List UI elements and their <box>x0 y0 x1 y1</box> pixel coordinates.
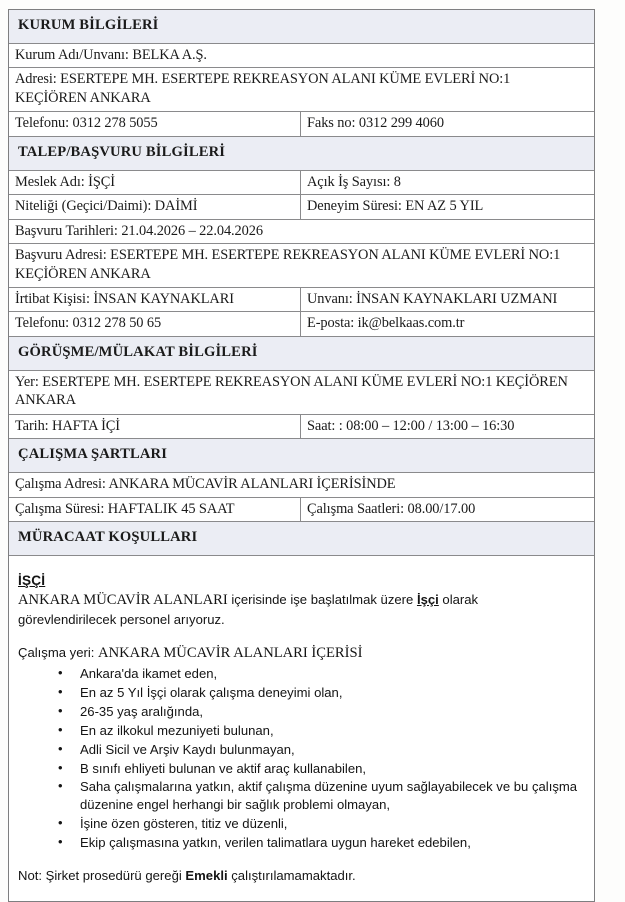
field-meslek-adi: Meslek Adı: İŞÇİ <box>9 171 301 194</box>
field-irtibat-kisisi: İrtibat Kişisi: İNSAN KAYNAKLARI <box>9 288 301 311</box>
field-basvuru-tarihleri: Başvuru Tarihleri: 21.04.2026 – 22.04.2026 <box>15 222 263 239</box>
workplace-line <box>18 644 584 664</box>
section-header-muracaat-kosullari: MÜRACAAT KOŞULLARI <box>9 522 594 556</box>
field-gorusme-saat: Saat: : 08:00 – 12:00 / 13:00 – 16:30 <box>307 417 515 434</box>
job-title-heading: İŞÇİ <box>18 573 46 588</box>
section-header-calisma-sartlari: ÇALIŞMA ŞARTLARI <box>9 439 594 473</box>
note-paragraph <box>18 867 584 885</box>
field-gorusme-yer <box>9 371 594 414</box>
list-item: • İşine özen gösteren, titiz ve düzenli, <box>58 815 584 832</box>
list-item: • Adli Sicil ve Arşiv Kaydı bulunmayan, <box>58 741 584 758</box>
field-kurum-adi: Kurum Adı/Unvanı: BELKA A.Ş. <box>15 47 207 63</box>
list-item: • Ankara'da ikamet eden, <box>58 665 584 682</box>
table-row-meslek-acik-is <box>9 171 594 195</box>
field-adresi-line-2: KEÇİÖREN ANKARA <box>15 89 151 106</box>
field-gorusme-yer-line-1: Yer: ESERTEPE MH. ESERTEPE REKREASYON ALANI KÜME EVLERİ NO:1 KEÇİÖREN <box>15 373 568 390</box>
table-row-adresi <box>9 68 594 112</box>
note-bold-emekli: Emekli <box>185 868 228 884</box>
field-telefonu: Telefonu: 0312 278 5055 <box>9 112 301 135</box>
table-row-basvuru-tarihleri <box>9 220 594 244</box>
field-calisma-adresi: Çalışma Adresi: ANKARA MÜCAVİR ALANLARI İÇERİSİNDE <box>15 476 396 493</box>
table-row-kurum-adi <box>9 44 594 68</box>
intro-text-1: içerisinde işe başlatılmak üzere <box>227 592 417 608</box>
note-prefix: Not: Şirket prosedürü gereği <box>18 868 186 884</box>
field-unvani: Unvanı: İNSAN KAYNAKLARI UZMANI <box>307 290 558 307</box>
table-row-niteligi-deneyim <box>9 195 594 219</box>
section-header-kurum-bilgileri: KURUM BİLGİLERİ <box>9 10 594 44</box>
field-calisma-suresi: Çalışma Süresi: HAFTALIK 45 SAAT <box>9 498 301 521</box>
field-basvuru-adresi-line-2: KEÇİÖREN ANKARA <box>15 265 151 282</box>
field-basvuru-adresi <box>9 244 594 287</box>
field-eposta: E-posta: ik@belkaas.com.tr <box>307 315 465 332</box>
field-niteligi: Niteliği (Geçici/Daimi): DAİMİ <box>9 195 301 218</box>
workplace-value: ANKARA MÜCAVİR ALANLARI İÇERİSİ <box>98 645 363 662</box>
list-item: • En az 5 Yıl İşçi olarak çalışma deneyimi olan, <box>58 684 584 701</box>
field-adresi-line-1: Adresi: ESERTEPE MH. ESERTEPE REKREASYON ALANI KÜME EVLERİ NO:1 <box>15 71 511 88</box>
intro-text-2: olarak görevlendirilecek personel arıyoruz. <box>18 592 479 628</box>
muracaat-kosullari-body <box>9 556 594 901</box>
field-acik-is-sayisi: Açık İş Sayısı: 8 <box>307 173 401 190</box>
job-posting-form <box>8 9 595 902</box>
list-item: • B sınıfı ehliyeti bulunan ve aktif araç kullanabilen, <box>58 760 584 777</box>
table-row-telefon-faks <box>9 112 594 136</box>
table-row-tarih-saat <box>9 415 594 439</box>
workplace-label: Çalışma yeri: <box>18 645 99 661</box>
field-deneyim-suresi: Deneyim Süresi: EN AZ 5 YIL <box>307 198 484 215</box>
field-talep-telefonu: Telefonu: 0312 278 50 65 <box>9 312 301 335</box>
intro-emphasis-isci: İşçi <box>416 592 439 608</box>
field-gorusme-tarih: Tarih: HAFTA İÇİ <box>9 415 301 438</box>
field-basvuru-adresi-line-1: Başvuru Adresi: ESERTEPE MH. ESERTEPE REKREASYON ALANI KÜME EVLERİ NO:1 <box>15 247 561 264</box>
table-row-gorusme-yer <box>9 371 594 415</box>
intro-paragraph <box>18 591 538 629</box>
list-item: • Ekip çalışmasına yatkın, verilen talimatlara uygun hareket edebilen, <box>58 834 584 851</box>
field-adresi <box>9 68 594 111</box>
field-calisma-saatleri: Çalışma Saatleri: 08.00/17.00 <box>307 500 476 517</box>
list-item: • Saha çalışmalarına yatkın, aktif çalışma düzenine uyum sağlayabilecek ve bu çalışma düzenine engel herhangi bir sağlık problemi olmayan, <box>58 778 584 813</box>
section-header-gorusme-mulakat-bilgileri: GÖRÜŞME/MÜLAKAT BİLGİLERİ <box>9 337 594 371</box>
intro-location: ANKARA MÜCAVİR ALANLARI <box>18 592 228 609</box>
table-row-telefon-eposta <box>9 312 594 336</box>
list-item: • 26-35 yaş aralığında, <box>58 703 584 720</box>
table-row-basvuru-adresi <box>9 244 594 288</box>
section-header-talep-basvuru-bilgileri: TALEP/BAŞVURU BİLGİLERİ <box>9 137 594 171</box>
note-suffix: çalıştırılamamaktadır. <box>227 868 356 884</box>
table-row-calisma-adresi <box>9 473 594 497</box>
table-row-calisma-suresi-saatleri <box>9 498 594 522</box>
field-gorusme-yer-line-2: ANKARA <box>15 392 76 409</box>
list-item: • En az ilkokul mezuniyeti bulunan, <box>58 722 584 739</box>
field-faks-no: Faks no: 0312 299 4060 <box>307 115 444 132</box>
table-row-irtibat-unvan <box>9 288 594 312</box>
requirements-list <box>18 665 584 851</box>
